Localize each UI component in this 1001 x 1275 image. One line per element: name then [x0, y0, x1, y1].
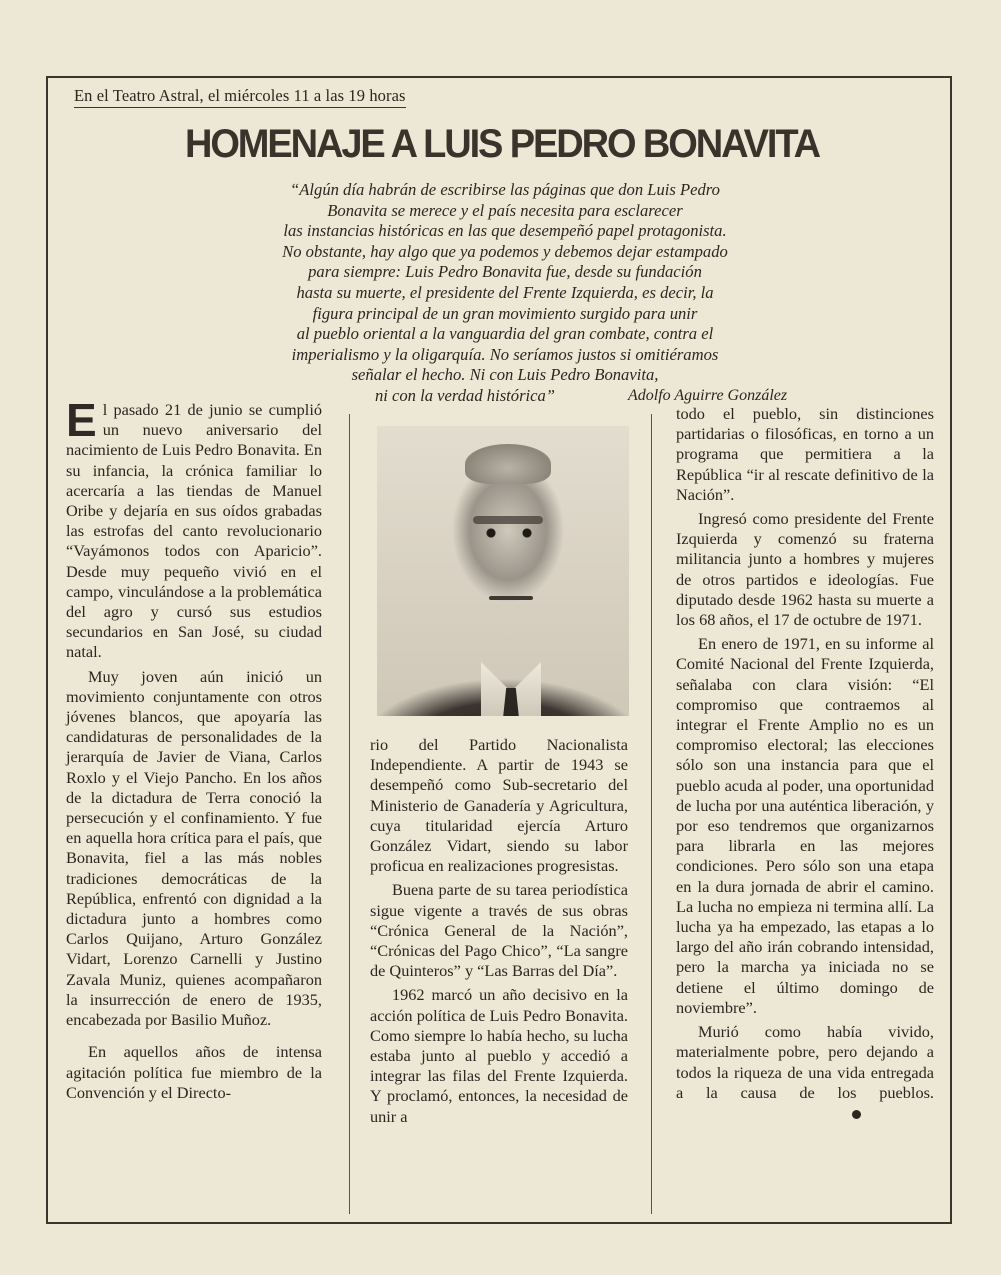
body-paragraph: rio del Partido Nacionalista Independiente. A partir de 1943 se desempeñó como Sub-secretario del Ministerio de Ganadería y Agricultura, cuya titularidad ejercía Arturo González Vidart, siendo su labor proficua en realizaciones progresistas.	[370, 735, 628, 876]
photo-eyes	[479, 528, 539, 538]
body-paragraph: todo el pueblo, sin distinciones partidarias o filosóficas, en torno a un programa que permitiera a la República “ir al rescate definitivo de la Nación”.	[676, 404, 934, 504]
quote-line: Bonavita se merece y el país necesita para esclarecer	[327, 200, 683, 220]
body-paragraph: En aquellos años de intensa agitación política fue miembro de la Convención y el Directo-	[66, 1042, 322, 1102]
photo-hair	[465, 444, 551, 484]
quote-line: ni con la verdad histórica”	[374, 385, 556, 405]
column-divider	[651, 414, 652, 1214]
photo-brow	[473, 516, 543, 524]
paragraph-text: Murió como había vivido, materialmente pobre, pero dejando a todos la riqueza de una vida entregada a la causa de los pueblos.	[676, 1022, 934, 1102]
quote-line: “Algún día habrán de escribirse las páginas que don Luis Pedro	[290, 180, 720, 199]
quote-line: al pueblo oriental a la vanguardia del gran combate, contra el	[296, 324, 714, 344]
quote-line: hasta su muerte, el presidente del Frente Izquierda, es decir, la	[296, 282, 714, 302]
quote-line: las instancias históricas en las que desempeñó papel protagonista.	[283, 221, 727, 241]
drop-cap: E	[66, 394, 97, 446]
quote-author: Adolfo Aguirre González	[628, 387, 788, 404]
headline: HOMENAJE A LUIS PEDRO BONAVITA	[184, 122, 820, 166]
photo-mouth	[489, 596, 533, 600]
column-middle	[370, 735, 628, 1127]
body-paragraph	[676, 1022, 934, 1123]
quote-line: figura principal de un gran movimiento surgido para unir	[312, 303, 698, 323]
body-paragraph: Buena parte de su tarea periodística sigue vigente a través de sus obras “Crónica General de la Nación”, “Crónicas del Pago Chico”, “La sangre de Quinteros” y “Las Barras del Día”.	[370, 880, 628, 981]
quote-line: señalar el hecho. Ni con Luis Pedro Bonavita,	[351, 365, 659, 385]
body-paragraph: En enero de 1971, en su informe al Comité Nacional del Frente Izquierda, señalaba con clara visión: “El compromiso que contraemos al integrar el Frente Amplio no es un compromiso electoral; las elecciones sólo son una instancia para que el pueblo acuda al poder, una oportunidad de lucha por una auténtica liberación, y por eso tendremos que organizarnos para librarla en las mejores condiciones. Pero sólo son una etapa en la dura jornada de abrir el camino. La lucha no empieza ni termina allí. La lucha ya ha empezado, las etapas a lo largo del año irán cobrando intensidad, pero la marcha ya iniciada no se detiene el último domingo de noviembre”.	[676, 634, 934, 1017]
column-left	[66, 394, 322, 1103]
quote-line: No obstante, hay algo que ya podemos y debemos dejar estampado	[282, 241, 728, 261]
epigraph-quote	[190, 180, 820, 407]
body-paragraph: 1962 marcó un año decisivo en la acción política de Luis Pedro Bonavita. Como siempre lo había hecho, su lucha estaba junto al pueblo y accedió a integrar las filas del Frente Izquierda. Y proclamó, entonces, la necesidad de unir a	[370, 985, 628, 1126]
paragraph-text: l pasado 21 de junio se cumplió un nuevo aniversario del nacimiento de Luis Pedro Bonavita. En su infancia, la crónica familiar lo acercaría a las tiendas de Manuel Oribe y dejaría en sus oídos grabadas las estrofas del canto revolucionario “Vayámonos todos con Aparicio”. Desde muy pequeño vivió en el campo, vinculándose a la problemática del agro y cursó sus estudios secundarios en San José, su ciudad natal.	[66, 400, 322, 662]
column-divider	[349, 414, 350, 1214]
column-right	[676, 404, 934, 1123]
body-paragraph: Ingresó como presidente del Frente Izquierda y comenzó su fraterna militancia junto a hombres y mujeres de otros partidos e ideologías. Fue diputado desde 1962 hasta su muerte a los 68 años, el 17 de octubre de 1971.	[676, 509, 934, 630]
portrait-photo	[377, 426, 629, 716]
end-mark-icon	[852, 1110, 861, 1119]
kicker: En el Teatro Astral, el miércoles 11 a las 19 horas	[74, 86, 406, 108]
body-paragraph: Muy joven aún inició un movimiento conjuntamente con otros jóvenes blancos, que apoyaría las candidaturas de personalidades de la jerarquía de Javier de Viana, Carlos Roxlo y el Viejo Pancho. En los años de la dictadura de Terra conoció la persecución y el confinamiento. Y fue en aquella hora crítica para el país, que Bonavita, fiel a las más nobles tradiciones democráticas de la República, enfrentó con dignidad a la dictadura junto a hombres como Carlos Quijano, Arturo González Vidart, Lorenzo Carnelli y Justino Zavala Muniz, quienes acompañaron la insurrección de enero de 1935, encabezada por Basilio Muñoz.	[66, 666, 322, 1030]
quote-line: imperialismo y la oligarquía. No seríamos justos si omitiéramos	[291, 344, 719, 364]
body-paragraph	[66, 394, 322, 663]
quote-line: para siempre: Luis Pedro Bonavita fue, desde su fundación	[308, 262, 702, 282]
